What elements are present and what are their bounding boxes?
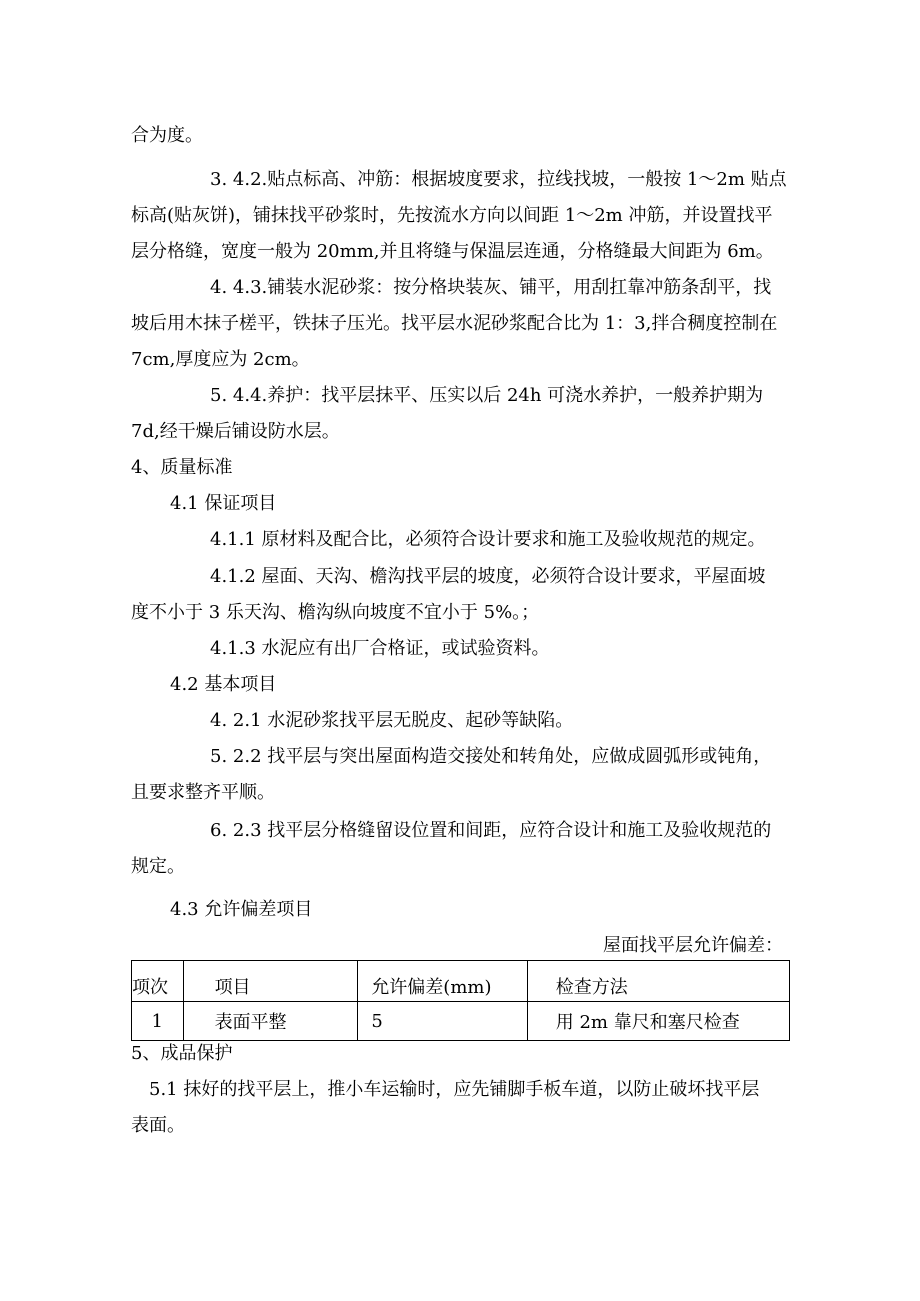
paragraph-line: 标高(贴灰饼)，铺抹找平砂浆时，先按流水方向以间距 1～2m 冲筋，并设置找平 bbox=[131, 205, 773, 226]
paragraph-line: 4. 2.1 水泥砂浆找平层无脱皮、起砂等缺陷。 bbox=[210, 710, 574, 731]
table-row bbox=[132, 1002, 790, 1041]
table-cell: 用 2m 靠尺和塞尺检查 bbox=[527, 1002, 789, 1041]
paragraph-line: 合为度。 bbox=[131, 125, 203, 146]
paragraph-line: 层分格缝，宽度一般为 20mm,并且将缝与保温层连通，分格缝最大间距为 6m。 bbox=[131, 241, 774, 262]
section-heading: 4、质量标准 bbox=[131, 457, 233, 478]
paragraph-line: 5.1 抹好的找平层上，推小车运输时，应先铺脚手板车道，以防止破坏找平层 bbox=[149, 1079, 760, 1100]
table-header-cell: 项次 bbox=[132, 961, 184, 1002]
table-caption: 屋面找平层允许偏差： bbox=[603, 935, 783, 956]
paragraph-line: 度不小于 3 乐天沟、檐沟纵向坡度不宜小于 5%。； bbox=[131, 602, 540, 623]
paragraph-line: 且要求整齐平顺。 bbox=[131, 782, 275, 803]
table-cell: 表面平整 bbox=[183, 1002, 358, 1041]
paragraph-line: 规定。 bbox=[131, 856, 185, 877]
paragraph-line: 4.1.3 水泥应有出厂合格证，或试验资料。 bbox=[210, 638, 550, 659]
paragraph-line: 7cm,厚度应为 2cm。 bbox=[131, 349, 310, 370]
table-header-cell: 检查方法 bbox=[527, 961, 789, 1002]
table-header-cell: 允许偏差(mm) bbox=[358, 961, 527, 1002]
subsection-heading: 4.3 允许偏差项目 bbox=[170, 899, 313, 920]
table-cell: 1 bbox=[132, 1002, 184, 1041]
paragraph-line: 表面。 bbox=[131, 1115, 185, 1136]
table-header-cell: 项目 bbox=[183, 961, 358, 1002]
paragraph-line: 坡后用木抹子槎平，铁抹子压光。找平层水泥砂浆配合比为 1：3,拌合稠度控制在 bbox=[131, 313, 778, 334]
paragraph-line: 5. 2.2 找平层与突出屋面构造交接处和转角处，应做成圆弧形或钝角， bbox=[210, 746, 772, 767]
table-header-row bbox=[132, 961, 790, 1002]
paragraph-line: 7d,经干燥后铺设防水层。 bbox=[131, 421, 340, 442]
subsection-heading: 4.2 基本项目 bbox=[170, 674, 277, 695]
deviation-table bbox=[131, 960, 790, 1041]
paragraph-line: 4.1.2 屋面、天沟、檐沟找平层的坡度，必须符合设计要求，平屋面坡 bbox=[210, 566, 766, 587]
paragraph-line: 4. 4.3.铺装水泥砂浆：按分格块装灰、铺平，用刮扛靠冲筋条刮平，找 bbox=[210, 277, 772, 298]
paragraph-line: 3. 4.2.贴点标高、冲筋：根据坡度要求，拉线找坡，一般按 1～2m 贴点 bbox=[210, 169, 787, 190]
table-cell: 5 bbox=[358, 1002, 527, 1041]
paragraph-line: 5. 4.4.养护：找平层抹平、压实以后 24h 可浇水养护，一般养护期为 bbox=[210, 385, 764, 406]
paragraph-line: 6. 2.3 找平层分格缝留设位置和间距，应符合设计和施工及验收规范的 bbox=[210, 820, 772, 841]
section-heading: 5、成品保护 bbox=[131, 1043, 233, 1064]
paragraph-line: 4.1.1 原材料及配合比，必须符合设计要求和施工及验收规范的规定。 bbox=[210, 529, 766, 550]
subsection-heading: 4.1 保证项目 bbox=[170, 493, 277, 514]
